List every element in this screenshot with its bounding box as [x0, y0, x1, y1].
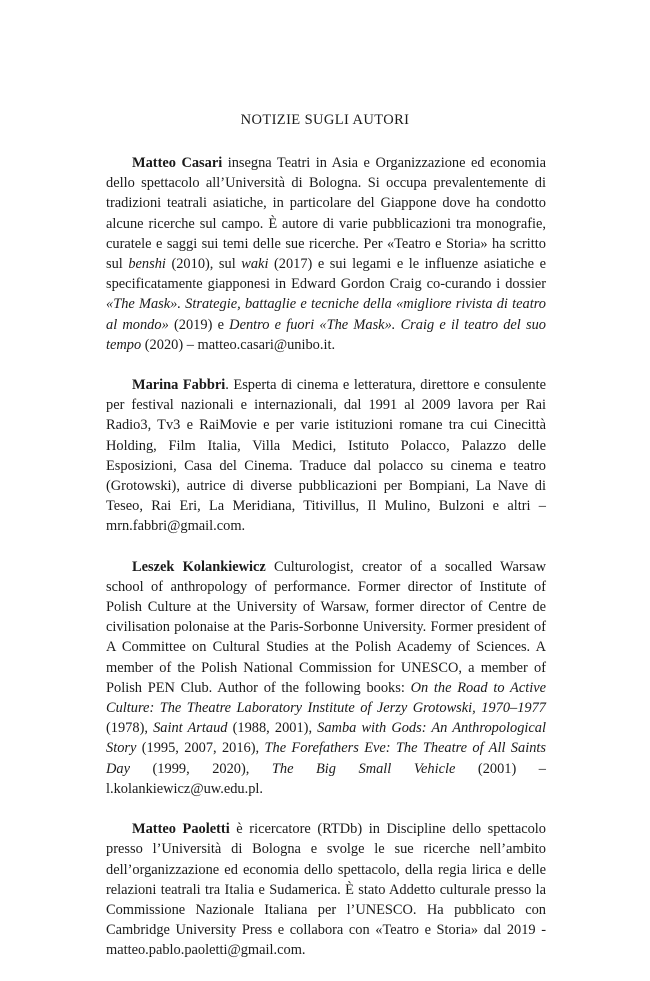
title-italic: Dentro e fuori «The Mask». Craig e il teatro del suo tempo — [106, 316, 547, 353]
author-name: Leszek Kolankiewicz — [132, 558, 266, 575]
author-name: Marina Fabbri — [132, 377, 226, 394]
author-entry — [106, 557, 546, 799]
title-italic: Saint Artaud — [153, 720, 228, 737]
bio-text: (1995, 2007, 2016), — [136, 740, 265, 757]
title-italic: Samba with Gods: An Anthropological Story — [106, 720, 546, 757]
section-heading: NOTIZIE SUGLI AUTORI — [240, 112, 410, 128]
title-italic: «The Mask». Strategie, battaglie e tecniche della «migliore rivista di teatro al mondo» — [106, 296, 546, 333]
bio-text: (2010), sul — [165, 256, 242, 273]
title-italic: The Forefathers Eve: The Theatre of All Saints Day — [106, 740, 546, 777]
author-name: Matteo Paoletti — [132, 821, 230, 838]
author-entry — [106, 819, 546, 960]
bio-text: (1999, 2020), — [129, 760, 272, 777]
bio-text: . Esperta di cinema e letteratura, direttore e consulente per festival nazionali e internazionali, dal 1991 al 2009 lavora per Rai Radio3, Tv3 e RaiMovie e per varie istituzioni romane tra cui Cinecittà Holding, Film Italia, Villa Medici, Istituto Polacco, Palazzo delle Esposizioni, Casa del Cinema. Traduce dal polacco su cinema e teatro (Grotowski), autrice di diverse pubblicazioni per Bompiani, La Nave di Teseo, Rai Eri, La Meridiana, Titivillus, Il Mulino, Bulzoni e altri – mrn.fabbri@gmail.com. — [106, 377, 547, 535]
title-italic: waki — [241, 256, 269, 273]
bio-text: (2001) – l.kolankiewicz@uw.edu.pl. — [106, 760, 546, 797]
bio-text: (1978), — [106, 720, 154, 737]
bio-text: insegna Teatri in Asia e Organizzazione ed economia dello spettacolo all’Università di Bologna. Si occupa prevalentemente di tradizioni teatrali asiatiche, in particolare del Giappone dove ha condotto alcune ricerche sul campo. È autore di varie pubblicazioni tra monografie, curatele e saggi sui temi delle sue ricerche. Per «Teatro e Storia» ha scritto sul — [106, 155, 546, 273]
bio-text: è ricercatore (RTDb) in Discipline dello spettacolo presso l’Università di Bologna e svolge le sue ricerche nell’ambito dell’organizzazione ed economia dello spettacolo, della regia lirica e delle relazioni teatrali tra Italia e Sudamerica. È stato Addetto culturale presso la Commissione Nazionale Italiana per l’UNESCO. Ha pubblicato con Cambridge University Press e collabora con «Teatro e Storia» dal 2019 - matteo.pablo.paoletti@gmail.com. — [106, 821, 546, 959]
title-italic: The Big Small Vehicle — [271, 760, 456, 777]
author-entry — [106, 153, 546, 355]
author-entry — [106, 375, 546, 537]
bio-text: (2017) e sui legami e le influenze asiatiche e specificatamente giapponesi in Edward Gordon Craig co-curando i dossier — [106, 256, 546, 293]
bio-text: (1988, 2001), — [227, 720, 318, 737]
bio-text: Culturologist, creator of a socalled Warsaw school of anthropology of performance. Former director of Institute of Polish Culture at the University of Warsaw, former director of Centre de civilisation polonaise at the Paris-Sorbonne University. Former president of A Committee on Cultural Studies at the Polish Academy of Sciences. A member of the Polish National Commission for UNESCO, a member of Polish PEN Club. Author of the following books: — [106, 558, 546, 696]
title-italic: On the Road to Active Culture: The Theatre Laboratory Institute of Jerzy Grotowski, 1970–1977 — [106, 679, 546, 717]
author-notes — [106, 153, 546, 981]
bio-text: (2020) – matteo.casari@unibo.it. — [141, 336, 336, 353]
author-name: Matteo Casari — [132, 155, 223, 171]
bio-text: (2019) e — [168, 316, 230, 333]
title-italic: benshi — [128, 256, 166, 273]
